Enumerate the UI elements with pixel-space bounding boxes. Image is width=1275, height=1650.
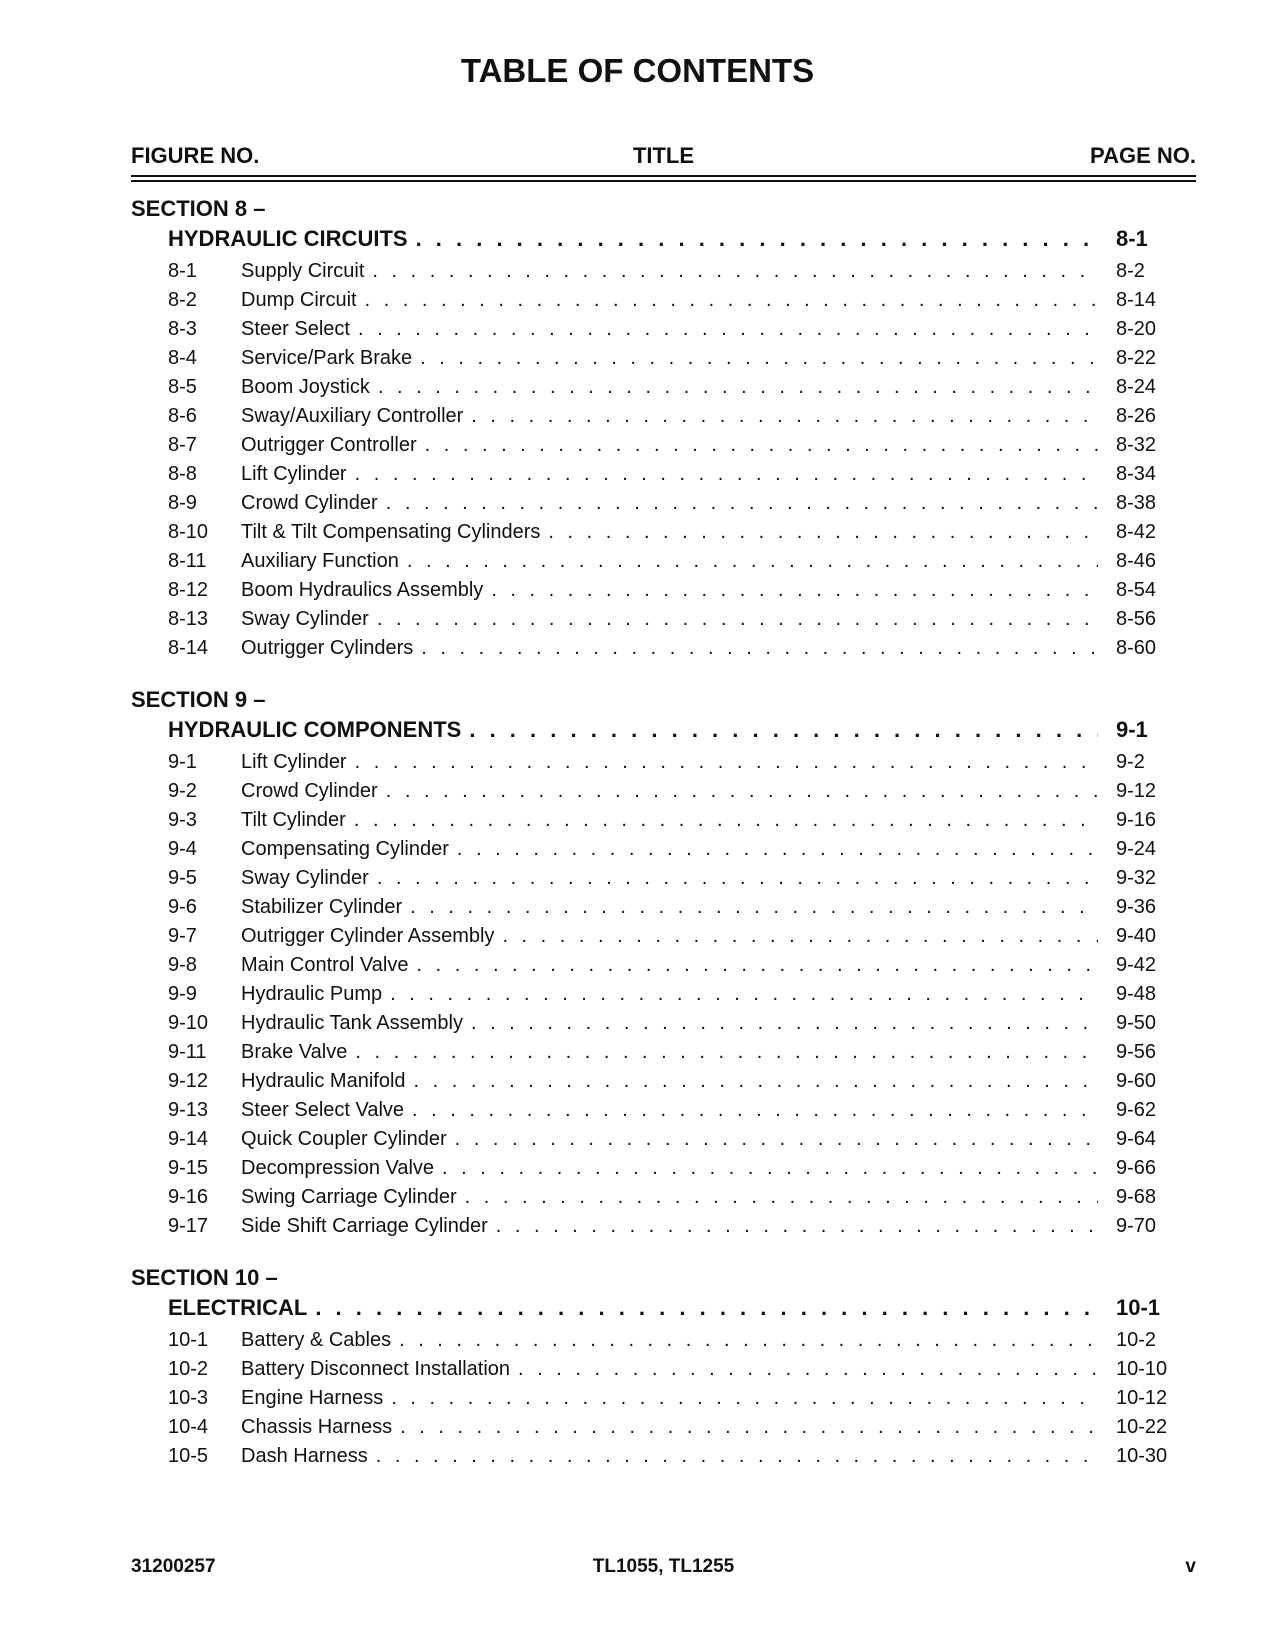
figure-number: 10-1 — [168, 1329, 209, 1351]
figure-number: 9-2 — [168, 780, 197, 802]
dot-leader — [241, 605, 1098, 634]
leader-dots — [386, 777, 1098, 806]
figure-number: 9-12 — [168, 1070, 209, 1092]
toc-entry[interactable] — [131, 1442, 1196, 1471]
figure-no-header: FIGURE NO. — [131, 143, 260, 168]
toc-entry[interactable] — [131, 605, 1196, 634]
section-heading: HYDRAULIC CIRCUITS — [168, 223, 416, 255]
entry-title: Supply Circuit — [241, 257, 372, 286]
toc-entry[interactable] — [131, 1413, 1196, 1442]
dot-leader — [241, 634, 1098, 663]
entry-page: 8-2 — [1116, 260, 1145, 282]
figure-number: 9-15 — [168, 1157, 209, 1179]
figure-number: 8-10 — [168, 521, 209, 543]
dot-leader — [241, 547, 1098, 576]
entry-page: 9-56 — [1116, 1041, 1157, 1063]
leader-dots — [365, 286, 1098, 315]
leader-dots — [399, 1326, 1098, 1355]
dot-leader — [241, 1413, 1098, 1442]
leader-dots — [496, 1212, 1098, 1241]
entry-page: 8-54 — [1116, 579, 1157, 601]
entry-page: 8-26 — [1116, 405, 1157, 427]
entry-title: Crowd Cylinder — [241, 489, 386, 518]
dot-leader — [241, 402, 1098, 431]
entry-page: 10-10 — [1116, 1358, 1168, 1380]
section-heading-row[interactable] — [131, 1292, 1196, 1324]
entry-page: 10-22 — [1116, 1416, 1168, 1438]
entry-page: 8-42 — [1116, 521, 1157, 543]
entry-page: 9-60 — [1116, 1070, 1157, 1092]
figure-number: 9-4 — [168, 838, 197, 860]
dot-leader — [241, 373, 1098, 402]
entry-page: 8-46 — [1116, 550, 1157, 572]
section-label: SECTION 9 – — [131, 687, 266, 712]
dot-leader — [241, 1096, 1098, 1125]
figure-number: 8-1 — [168, 260, 197, 282]
entry-page: 9-42 — [1116, 954, 1157, 976]
leader-dots — [425, 431, 1098, 460]
entry-title: Steer Select Valve — [241, 1096, 412, 1125]
entry-page: 8-56 — [1116, 608, 1157, 630]
figure-number: 9-17 — [168, 1215, 209, 1237]
page-footer — [131, 1556, 1196, 1582]
entry-title: Brake Valve — [241, 1038, 355, 1067]
figure-number: 8-6 — [168, 405, 197, 427]
dot-leader — [241, 1009, 1098, 1038]
dot-leader — [241, 893, 1098, 922]
entry-title: Battery Disconnect Installation — [241, 1355, 518, 1384]
toc-entry[interactable] — [131, 634, 1196, 663]
leader-dots — [457, 835, 1098, 864]
entry-page: 8-24 — [1116, 376, 1157, 398]
toc-entry[interactable] — [131, 257, 1196, 286]
dot-leader — [241, 518, 1098, 547]
entry-title: Dump Circuit — [241, 286, 365, 315]
dot-leader — [241, 922, 1098, 951]
entry-title: Side Shift Carriage Cylinder — [241, 1212, 496, 1241]
figure-number: 9-9 — [168, 983, 197, 1005]
toc-entry[interactable] — [131, 431, 1196, 460]
section-heading-row[interactable] — [131, 714, 1196, 746]
figure-number: 9-7 — [168, 925, 197, 947]
entry-page: 10-2 — [1116, 1329, 1157, 1351]
entry-title: Sway/Auxiliary Controller — [241, 402, 471, 431]
leader-dots — [414, 1067, 1098, 1096]
figure-number: 9-10 — [168, 1012, 209, 1034]
dot-leader — [241, 286, 1098, 315]
entry-title: Dash Harness — [241, 1442, 376, 1471]
toc-entry[interactable] — [131, 1009, 1196, 1038]
leader-dots — [407, 547, 1098, 576]
toc-section — [131, 686, 1196, 1241]
leader-dots — [354, 806, 1098, 835]
dot-leader — [241, 1384, 1098, 1413]
figure-number: 9-3 — [168, 809, 197, 831]
page-title: TABLE OF CONTENTS — [460, 52, 815, 89]
entry-page: 10-12 — [1116, 1387, 1168, 1409]
column-headers — [131, 143, 1196, 171]
entry-page: 8-14 — [1116, 289, 1157, 311]
leader-dots — [376, 1442, 1098, 1471]
entry-page: 9-48 — [1116, 983, 1157, 1005]
figure-number: 8-13 — [168, 608, 209, 630]
entry-page: 8-22 — [1116, 347, 1157, 369]
toc-entry[interactable] — [131, 286, 1196, 315]
leader-dots — [416, 223, 1098, 255]
entry-page: 9-24 — [1116, 838, 1157, 860]
entry-title: Lift Cylinder — [241, 460, 355, 489]
entry-title: Sway Cylinder — [241, 605, 377, 634]
entry-title: Main Control Valve — [241, 951, 416, 980]
entry-title: Engine Harness — [241, 1384, 391, 1413]
dot-leader — [241, 1212, 1098, 1241]
entry-title: Outrigger Cylinders — [241, 634, 421, 663]
toc-entry[interactable] — [131, 1355, 1196, 1384]
leader-dots — [355, 748, 1098, 777]
toc-entry[interactable] — [131, 864, 1196, 893]
leader-dots — [421, 634, 1098, 663]
toc-entry[interactable] — [131, 1183, 1196, 1212]
entry-title: Stabilizer Cylinder — [241, 893, 410, 922]
model-names: TL1055, TL1255 — [592, 1556, 735, 1577]
toc-entry[interactable] — [131, 1067, 1196, 1096]
toc-entry[interactable] — [131, 1096, 1196, 1125]
leader-dots — [502, 922, 1098, 951]
toc-entry[interactable] — [131, 547, 1196, 576]
dot-leader — [241, 1154, 1098, 1183]
figure-number: 8-2 — [168, 289, 197, 311]
leader-dots — [442, 1154, 1098, 1183]
entry-page: 9-66 — [1116, 1157, 1157, 1179]
entry-title: Swing Carriage Cylinder — [241, 1183, 465, 1212]
toc-entry[interactable] — [131, 922, 1196, 951]
dot-leader — [241, 1442, 1098, 1471]
dot-leader — [241, 835, 1098, 864]
toc-entry[interactable] — [131, 344, 1196, 373]
toc-entry[interactable] — [131, 951, 1196, 980]
figure-number: 9-11 — [168, 1041, 207, 1063]
entry-page: 8-38 — [1116, 492, 1157, 514]
dot-leader — [241, 806, 1098, 835]
dot-leader — [168, 714, 1098, 746]
dot-leader — [241, 1355, 1098, 1384]
toc-section — [131, 1264, 1196, 1471]
section-page: 8-1 — [1116, 226, 1148, 251]
entry-title: Hydraulic Pump — [241, 980, 390, 1009]
entry-title: Sway Cylinder — [241, 864, 377, 893]
dot-leader — [241, 431, 1098, 460]
section-page: 9-1 — [1116, 717, 1148, 742]
toc-entry[interactable] — [131, 1326, 1196, 1355]
dot-leader — [241, 748, 1098, 777]
toc-entry[interactable] — [131, 576, 1196, 605]
figure-number: 8-12 — [168, 579, 209, 601]
page-number: v — [1185, 1556, 1196, 1577]
leader-dots — [518, 1355, 1098, 1384]
leader-dots — [416, 951, 1098, 980]
section-label: SECTION 10 – — [131, 1265, 278, 1290]
toc-entry[interactable] — [131, 777, 1196, 806]
figure-number: 9-13 — [168, 1099, 209, 1121]
toc-entry[interactable] — [131, 806, 1196, 835]
leader-dots — [377, 605, 1098, 634]
dot-leader — [241, 257, 1098, 286]
dot-leader — [168, 1292, 1098, 1324]
dot-leader — [168, 223, 1098, 255]
entry-title: Auxiliary Function — [241, 547, 407, 576]
toc-entry[interactable] — [131, 1154, 1196, 1183]
leader-dots — [390, 980, 1098, 1009]
entry-page: 9-2 — [1116, 751, 1145, 773]
leader-dots — [471, 1009, 1098, 1038]
leader-dots — [420, 344, 1098, 373]
toc-entry[interactable] — [131, 460, 1196, 489]
page-no-header: PAGE NO. — [1090, 143, 1196, 168]
entry-title: Tilt & Tilt Compensating Cylinders — [241, 518, 548, 547]
entry-page: 9-70 — [1116, 1215, 1157, 1237]
leader-dots — [378, 373, 1098, 402]
toc-entry[interactable] — [131, 1384, 1196, 1413]
figure-number: 9-6 — [168, 896, 197, 918]
document-number: 31200257 — [131, 1556, 216, 1577]
entry-title: Crowd Cylinder — [241, 777, 386, 806]
dot-leader — [241, 576, 1098, 605]
entry-page: 8-60 — [1116, 637, 1157, 659]
entry-title: Chassis Harness — [241, 1413, 400, 1442]
entry-page: 9-50 — [1116, 1012, 1157, 1034]
leader-dots — [372, 257, 1098, 286]
entry-title: Battery & Cables — [241, 1326, 399, 1355]
figure-number: 8-7 — [168, 434, 197, 456]
toc-entry[interactable] — [131, 1038, 1196, 1067]
figure-number: 10-2 — [168, 1358, 209, 1380]
entry-title: Service/Park Brake — [241, 344, 420, 373]
entry-title: Boom Hydraulics Assembly — [241, 576, 491, 605]
figure-number: 9-5 — [168, 867, 197, 889]
leader-dots — [400, 1413, 1098, 1442]
dot-leader — [241, 1038, 1098, 1067]
section-heading: HYDRAULIC COMPONENTS — [168, 714, 469, 746]
dot-leader — [241, 344, 1098, 373]
entry-title: Steer Select — [241, 315, 358, 344]
figure-number: 9-1 — [168, 751, 197, 773]
dot-leader — [241, 315, 1098, 344]
figure-number: 8-5 — [168, 376, 197, 398]
dot-leader — [241, 864, 1098, 893]
section-page: 10-1 — [1116, 1295, 1161, 1320]
toc-entry[interactable] — [131, 893, 1196, 922]
figure-number: 10-5 — [168, 1445, 209, 1467]
toc-entry[interactable] — [131, 402, 1196, 431]
toc-entry[interactable] — [131, 835, 1196, 864]
dot-leader — [241, 1183, 1098, 1212]
toc-entry[interactable] — [131, 489, 1196, 518]
toc-entry[interactable] — [131, 1212, 1196, 1241]
figure-number: 8-4 — [168, 347, 197, 369]
figure-number: 8-14 — [168, 637, 209, 659]
title-header: TITLE — [632, 143, 695, 168]
entry-page: 8-34 — [1116, 463, 1157, 485]
entry-page: 9-68 — [1116, 1186, 1157, 1208]
leader-dots — [386, 489, 1098, 518]
figure-number: 10-4 — [168, 1416, 209, 1438]
entry-page: 9-12 — [1116, 780, 1157, 802]
leader-dots — [471, 402, 1098, 431]
header-rule-top — [131, 175, 1196, 177]
toc-list — [131, 195, 1196, 1494]
leader-dots — [491, 576, 1098, 605]
entry-title: Quick Coupler Cylinder — [241, 1125, 455, 1154]
entry-page: 9-16 — [1116, 809, 1157, 831]
leader-dots — [377, 864, 1098, 893]
entry-title: Tilt Cylinder — [241, 806, 354, 835]
leader-dots — [358, 315, 1098, 344]
entry-page: 9-36 — [1116, 896, 1157, 918]
toc-entry[interactable] — [131, 1125, 1196, 1154]
entry-page: 9-64 — [1116, 1128, 1157, 1150]
leader-dots — [455, 1125, 1098, 1154]
entry-title: Compensating Cylinder — [241, 835, 457, 864]
entry-title: Boom Joystick — [241, 373, 378, 402]
dot-leader — [241, 460, 1098, 489]
entry-page: 9-32 — [1116, 867, 1157, 889]
leader-dots — [412, 1096, 1098, 1125]
toc-entry[interactable] — [131, 315, 1196, 344]
entry-title: Lift Cylinder — [241, 748, 355, 777]
figure-number: 10-3 — [168, 1387, 209, 1409]
header-rule-bottom — [131, 180, 1196, 182]
dot-leader — [241, 1326, 1098, 1355]
entry-page: 9-62 — [1116, 1099, 1157, 1121]
leader-dots — [315, 1292, 1098, 1324]
dot-leader — [241, 980, 1098, 1009]
section-heading-row[interactable] — [131, 223, 1196, 255]
leader-dots — [355, 1038, 1098, 1067]
dot-leader — [241, 1125, 1098, 1154]
section-label: SECTION 8 – — [131, 196, 266, 221]
dot-leader — [241, 489, 1098, 518]
entry-title: Outrigger Controller — [241, 431, 425, 460]
leader-dots — [465, 1183, 1098, 1212]
entry-page: 9-40 — [1116, 925, 1157, 947]
dot-leader — [241, 951, 1098, 980]
toc-entry[interactable] — [131, 980, 1196, 1009]
figure-number: 9-16 — [168, 1186, 209, 1208]
leader-dots — [391, 1384, 1098, 1413]
leader-dots — [548, 518, 1098, 547]
dot-leader — [241, 777, 1098, 806]
entry-title: Hydraulic Manifold — [241, 1067, 414, 1096]
figure-number: 9-8 — [168, 954, 197, 976]
figure-number: 8-9 — [168, 492, 197, 514]
figure-number: 8-11 — [168, 550, 207, 572]
figure-number: 8-3 — [168, 318, 197, 340]
entry-title: Hydraulic Tank Assembly — [241, 1009, 471, 1038]
entry-title: Decompression Valve — [241, 1154, 442, 1183]
figure-number: 9-14 — [168, 1128, 209, 1150]
toc-entry[interactable] — [131, 373, 1196, 402]
leader-dots — [469, 714, 1098, 746]
entry-page: 10-30 — [1116, 1445, 1168, 1467]
entry-page: 8-32 — [1116, 434, 1157, 456]
leader-dots — [410, 893, 1098, 922]
section-heading: ELECTRICAL — [168, 1292, 315, 1324]
figure-number: 8-8 — [168, 463, 197, 485]
dot-leader — [241, 1067, 1098, 1096]
entry-page: 8-20 — [1116, 318, 1157, 340]
toc-entry[interactable] — [131, 748, 1196, 777]
entry-title: Outrigger Cylinder Assembly — [241, 922, 502, 951]
leader-dots — [355, 460, 1098, 489]
toc-section — [131, 195, 1196, 663]
toc-entry[interactable] — [131, 518, 1196, 547]
